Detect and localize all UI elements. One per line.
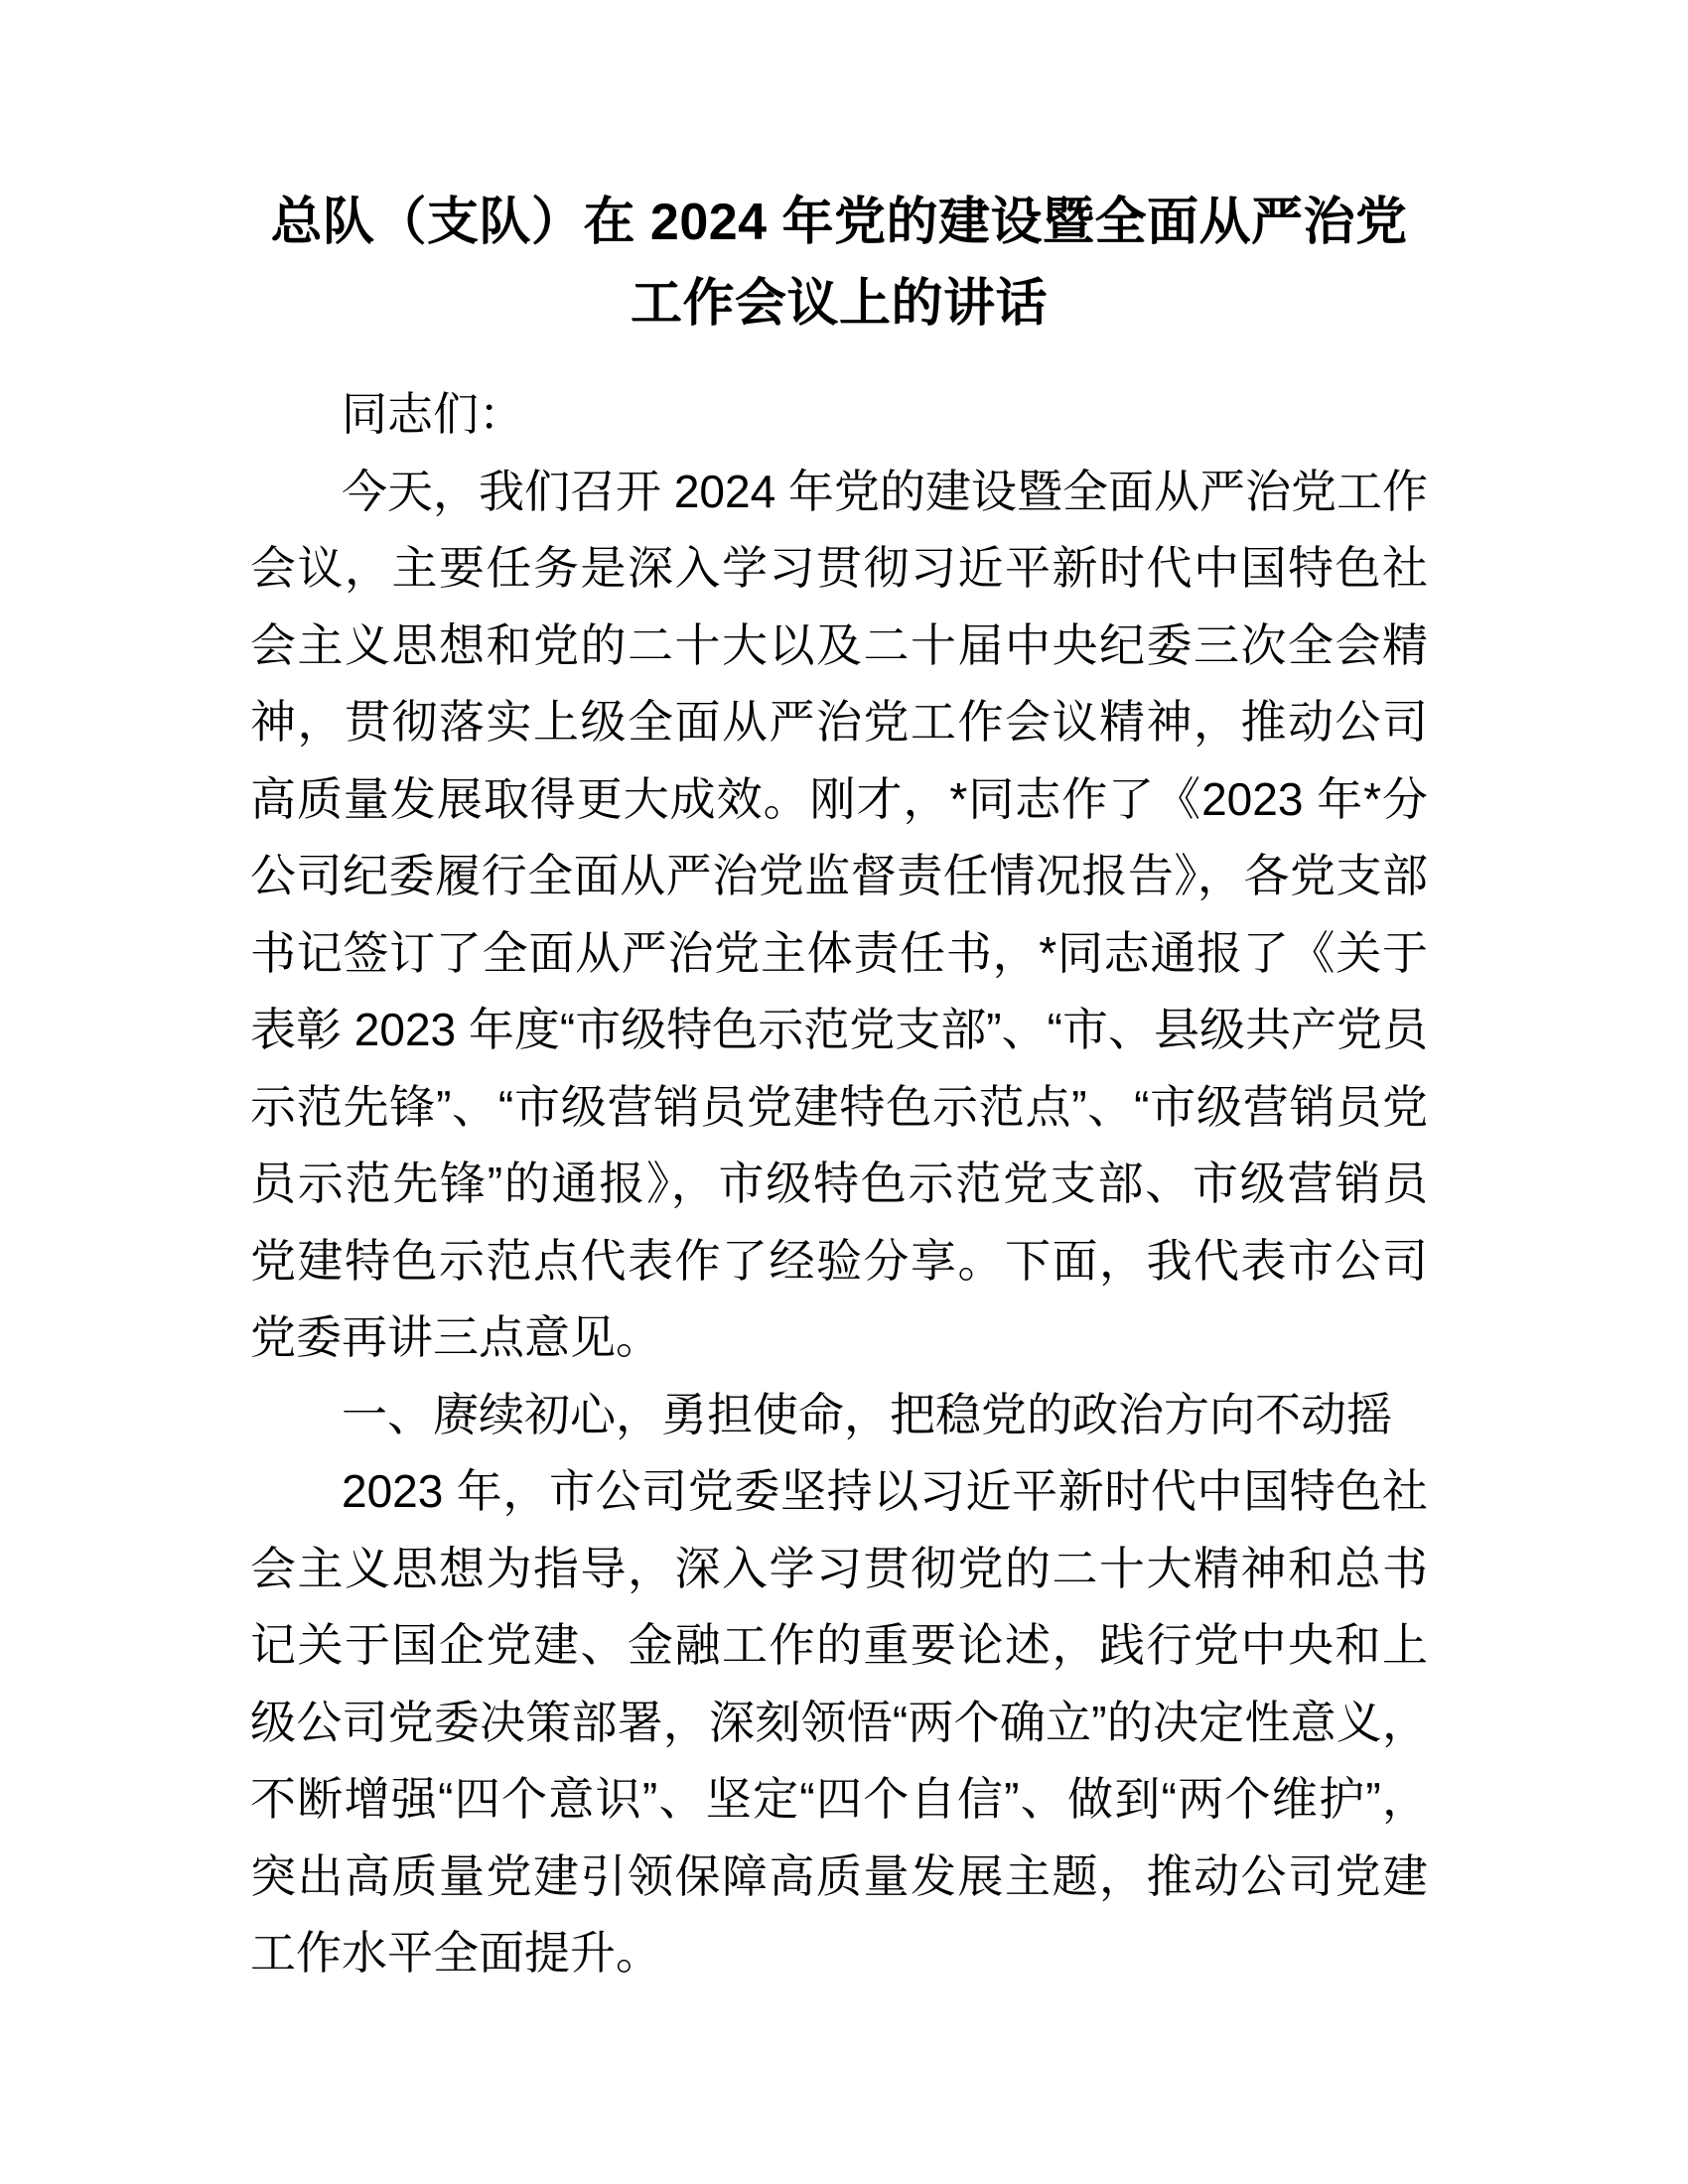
body-paragraph-1: 今天，我们召开 2024 年党的建设暨全面从严治党工作会议，主要任务是深入学习贯彻习近平新时代中国特色社会主义思想和党的二十大以及二十届中央纪委三次全会精神，贯彻落实上级全面从严治党工作会议精神，推动公司高质量发展取得更大成效。刚才，*同志作了《2023 年*分公司纪委履行全面从严治党监督责任情况报告》，各党支部书记签订了全面从严治党主体责任书，*同志通报了《关于表彰 2023 年度“市级特色示范党支部”、“市、县级共产党员示范先锋”、“市级营销员党建特色示范点”、“市级营销员党员示范先锋”的通报》，市级特色示范党支部、市级营销员党建特色示范点代表作了经验分享。下面，我代表市公司党委再讲三点意见。: [250, 465, 1428, 1363]
salutation-paragraph: 同志们：: [342, 388, 524, 440]
section-heading-1: 一、赓续初心，勇担使命，把稳党的政治方向不动摇: [342, 1388, 1392, 1440]
document-title: 总队（支队）在 2024 年党的建设暨全面从严治党工作会议上的讲话: [270, 194, 1408, 333]
body-paragraph-2: 2023 年，市公司党委坚持以习近平新时代中国特色社会主义思想为指导，深入学习贯彻党的二十大精神和总书记关于国企党建、金融工作的重要论述，践行党中央和上级公司党委决策部署，深刻领悟“两个确立”的决定性意义，不断增强“四个意识”、坚定“四个自信”、做到“两个维护”，突出高质量党建引领保障高质量发展主题，推动公司党建工作水平全面提升。: [250, 1465, 1428, 1979]
